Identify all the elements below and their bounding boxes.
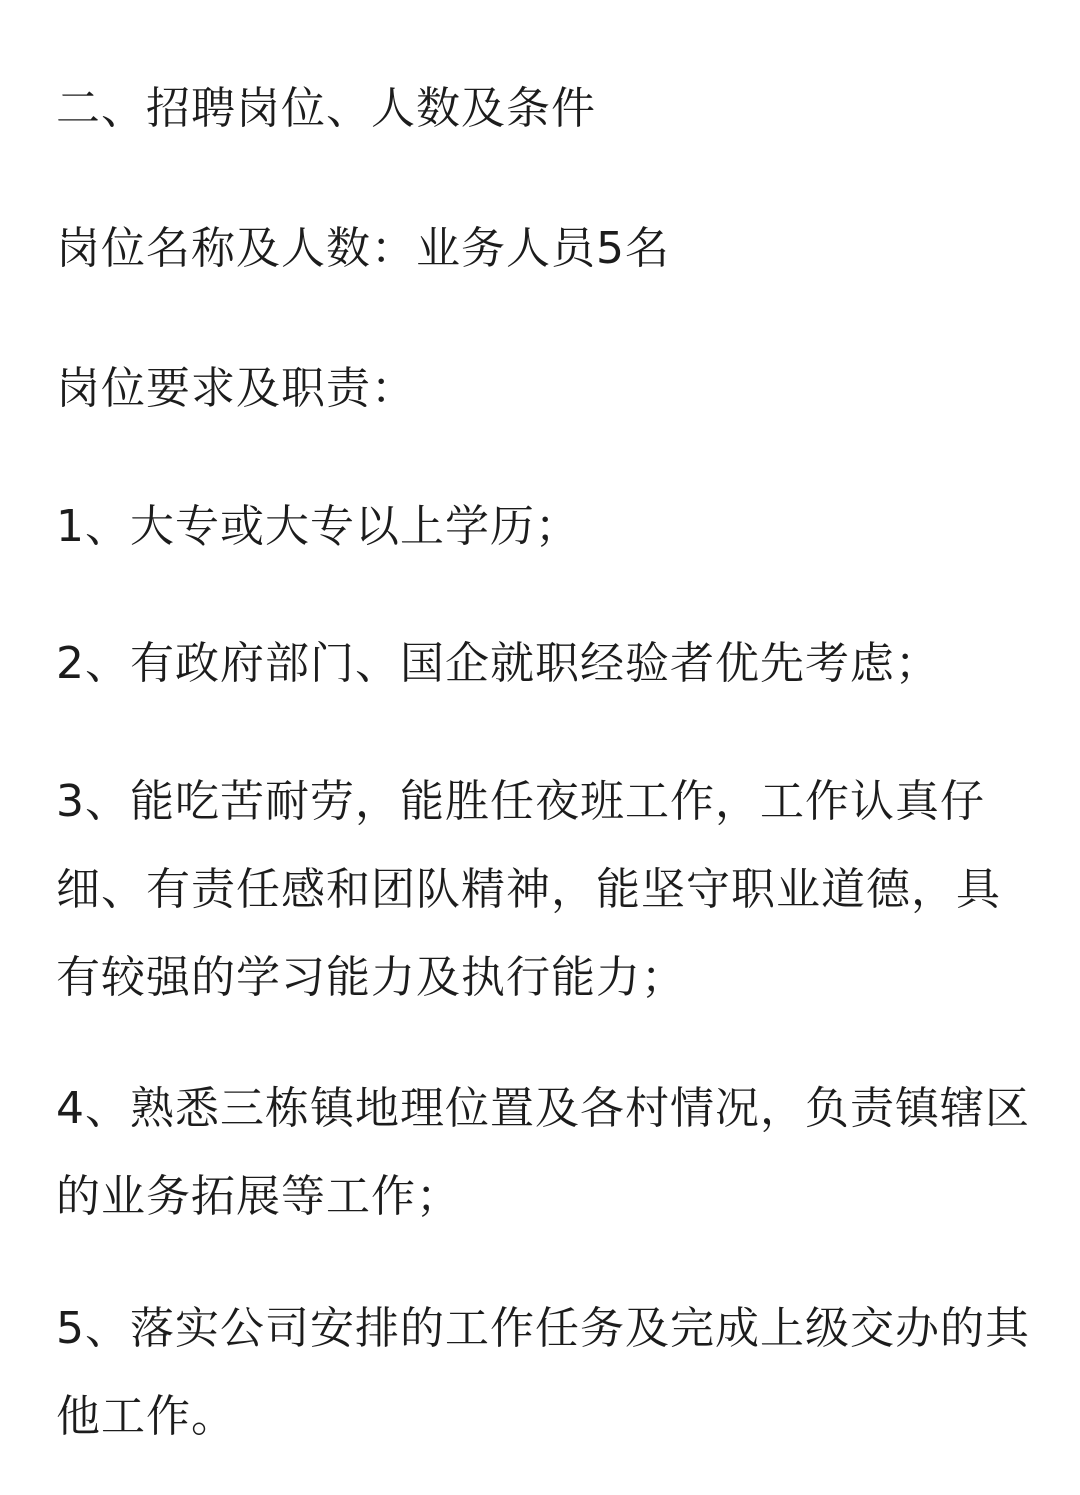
section-heading: 二、招聘岗位、人数及条件 (56, 83, 596, 134)
position-line: 岗位名称及人数：业务人员5名 (56, 223, 670, 274)
requirement-item-5: 5、落实公司安排的工作任务及完成上级交办的其他工作。 (56, 1303, 1030, 1442)
requirement-item-3: 3、能吃苦耐劳，能胜任夜班工作，工作认真仔细、有责任感和团队精神，能坚守职业道德，具有较强的学习能力及执行能力； (56, 776, 1001, 1003)
requirements-heading: 岗位要求及职责： (56, 363, 416, 414)
requirement-item-2: 2、有政府部门、国企就职经验者优先考虑； (56, 638, 940, 689)
requirement-item-1: 1、大专或大专以上学历； (56, 501, 580, 552)
requirement-item-4: 4、熟悉三栋镇地理位置及各村情况，负责镇辖区的业务拓展等工作； (56, 1083, 1030, 1222)
